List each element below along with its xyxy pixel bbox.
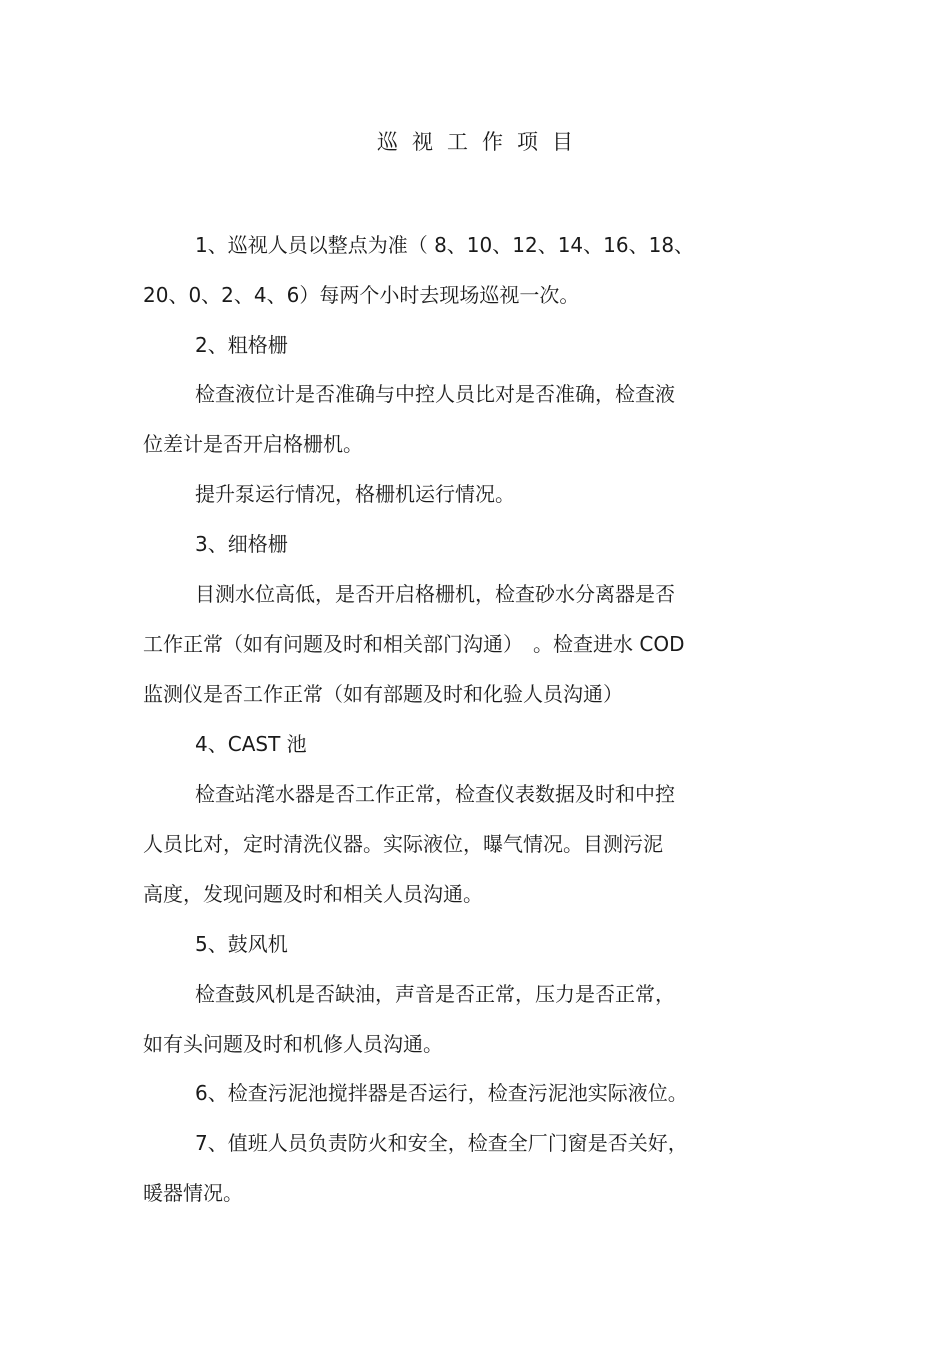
item-5-text-line-1: 检查鼓风机是否缺油，声音是否正常，压力是否正常，	[195, 982, 675, 1006]
item-1-line-2: 20、0、2、4、6）每两个小时去现场巡视一次。	[143, 283, 580, 307]
item-5-heading: 5、鼓风机	[195, 932, 288, 956]
item-3-text-line-3: 监测仪是否工作正常（如有部题及时和化验人员沟通）	[143, 682, 623, 706]
item-3-heading: 3、细格栅	[195, 532, 288, 556]
item-2-text-line-1: 检查液位计是否准确与中控人员比对是否准确，检查液	[195, 382, 675, 406]
item-4-heading: 4、CAST 池	[195, 732, 307, 756]
item-2-text-line-3: 提升泵运行情况，格栅机运行情况。	[195, 482, 515, 506]
item-3-text-line-1: 目测水位高低，是否开启格栅机，检查砂水分离器是否	[195, 582, 675, 606]
page-title: 巡视工作项目	[377, 130, 587, 154]
item-2-heading: 2、粗格栅	[195, 333, 288, 357]
item-5-text-line-2: 如有头问题及时和机修人员沟通。	[143, 1032, 443, 1056]
item-2-text-line-2: 位差计是否开启格栅机。	[143, 432, 363, 456]
item-4-text-line-3: 高度，发现问题及时和相关人员沟通。	[143, 882, 483, 906]
item-7-line-2: 暖器情况。	[143, 1181, 243, 1205]
item-3-text-line-2: 工作正常（如有问题及时和相关部门沟通） 。检查进水 COD	[143, 632, 685, 656]
item-1-line-1: 1、巡视人员以整点为准（ 8、10、12、14、16、18、	[195, 233, 695, 257]
item-4-text-line-2: 人员比对，定时清洗仪器。实际液位，曝气情况。目测污泥	[143, 832, 663, 856]
item-7-line-1: 7、值班人员负责防火和安全，检查全厂门窗是否关好，	[195, 1131, 688, 1155]
item-4-text-line-1: 检查站滗水器是否工作正常，检查仪表数据及时和中控	[195, 782, 675, 806]
item-6-line: 6、检查污泥池搅拌器是否运行，检查污泥池实际液位。	[195, 1081, 688, 1105]
